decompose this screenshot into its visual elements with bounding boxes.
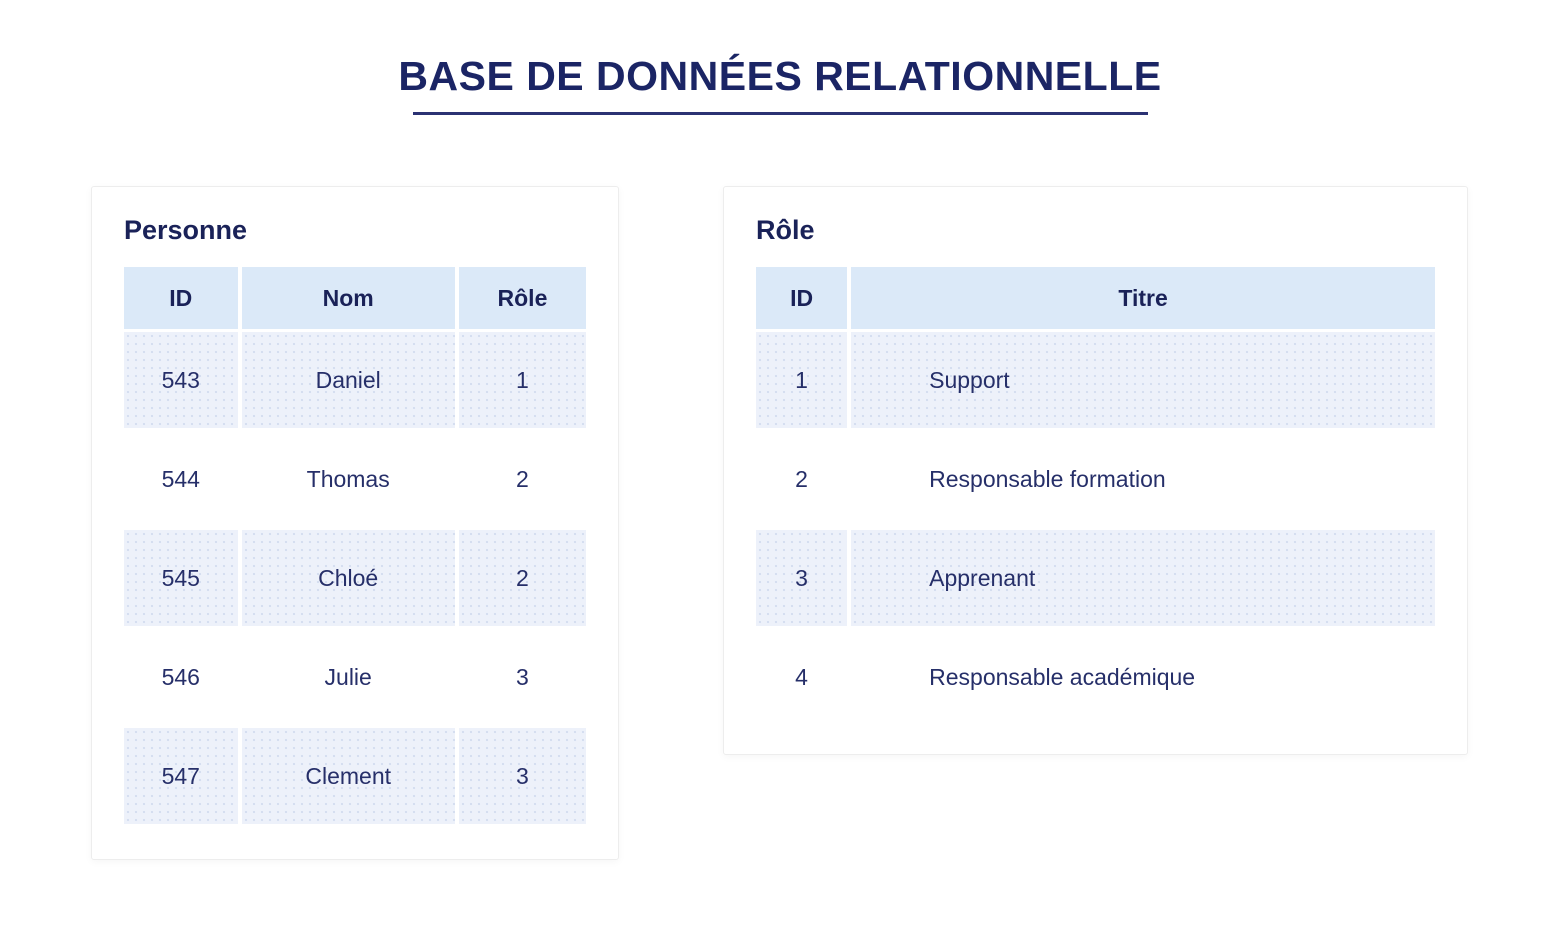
header-row <box>756 267 1435 329</box>
column-header-nom: Nom <box>242 267 455 329</box>
column-header-titre: Titre <box>851 267 1435 329</box>
cell-nom: Chloé <box>242 530 455 626</box>
role-table-header <box>756 267 1435 329</box>
cell-role: 2 <box>459 431 586 527</box>
table-row <box>124 431 586 527</box>
role-table-title: Rôle <box>756 215 815 245</box>
personne-table <box>120 264 590 827</box>
cell-role: 3 <box>459 728 586 824</box>
cell-nom: Daniel <box>242 332 455 428</box>
cell-role: 2 <box>459 530 586 626</box>
cell-id: 3 <box>756 530 847 626</box>
table-row <box>756 530 1435 626</box>
table-row <box>124 530 586 626</box>
cell-id: 4 <box>756 629 847 725</box>
column-header-id: ID <box>124 267 238 329</box>
personne-table-title: Personne <box>124 215 248 245</box>
table-row <box>756 332 1435 428</box>
cell-nom: Julie <box>242 629 455 725</box>
cell-id: 543 <box>124 332 238 428</box>
role-table-card <box>723 186 1468 755</box>
cell-titre: Support <box>851 332 1435 428</box>
cell-id: 546 <box>124 629 238 725</box>
cell-nom: Clement <box>242 728 455 824</box>
column-header-id: ID <box>756 267 847 329</box>
personne-table-card <box>91 186 619 860</box>
cell-role: 3 <box>459 629 586 725</box>
header-row <box>124 267 586 329</box>
cell-titre: Responsable formation <box>851 431 1435 527</box>
table-row <box>124 332 586 428</box>
cell-id: 545 <box>124 530 238 626</box>
cell-id: 2 <box>756 431 847 527</box>
personne-table-header <box>124 267 586 329</box>
cell-nom: Thomas <box>242 431 455 527</box>
cell-titre: Apprenant <box>851 530 1435 626</box>
table-row <box>124 728 586 824</box>
table-row <box>756 431 1435 527</box>
cell-titre: Responsable académique <box>851 629 1435 725</box>
title-underline <box>413 112 1148 115</box>
cell-id: 547 <box>124 728 238 824</box>
column-header-role: Rôle <box>459 267 586 329</box>
cell-id: 1 <box>756 332 847 428</box>
page-title: BASE DE DONNÉES RELATIONNELLE <box>398 53 1162 99</box>
table-row <box>124 629 586 725</box>
table-row <box>756 629 1435 725</box>
cell-role: 1 <box>459 332 586 428</box>
cell-id: 544 <box>124 431 238 527</box>
role-table <box>752 264 1439 728</box>
